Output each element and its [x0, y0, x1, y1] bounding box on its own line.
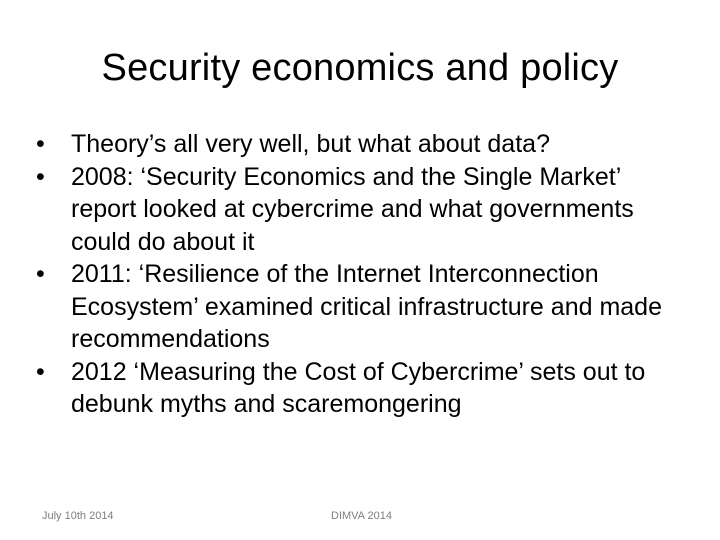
bullet-icon: •: [36, 357, 45, 386]
bullet-item: [36, 258, 686, 356]
bullet-icon: •: [36, 260, 45, 288]
footer-event: DIMVA 2014: [331, 510, 392, 522]
bullet-text: 2008: ‘Security Economics and the Single Market’ report looked at cybercrime and what governments could do about it: [71, 162, 634, 256]
bullet-item: [36, 161, 686, 259]
bullet-icon: •: [36, 130, 45, 158]
bullet-text: 2012 ‘Measuring the Cost of Cybercrime’ sets out to debunk myths and scaremongering: [71, 357, 646, 418]
bullet-item: [36, 128, 686, 161]
bullet-item: [36, 356, 686, 421]
slide-title: Security economics and policy: [101, 47, 619, 89]
footer-date: July 10th 2014: [42, 510, 114, 522]
bullet-list: [36, 128, 686, 421]
bullet-text: Theory’s all very well, but what about data?: [71, 130, 550, 158]
bullet-icon: •: [36, 162, 45, 191]
bullet-text: 2011: ‘Resilience of the Internet Interconnection Ecosystem’ examined critical infrastructure and made recommendations: [71, 260, 662, 353]
